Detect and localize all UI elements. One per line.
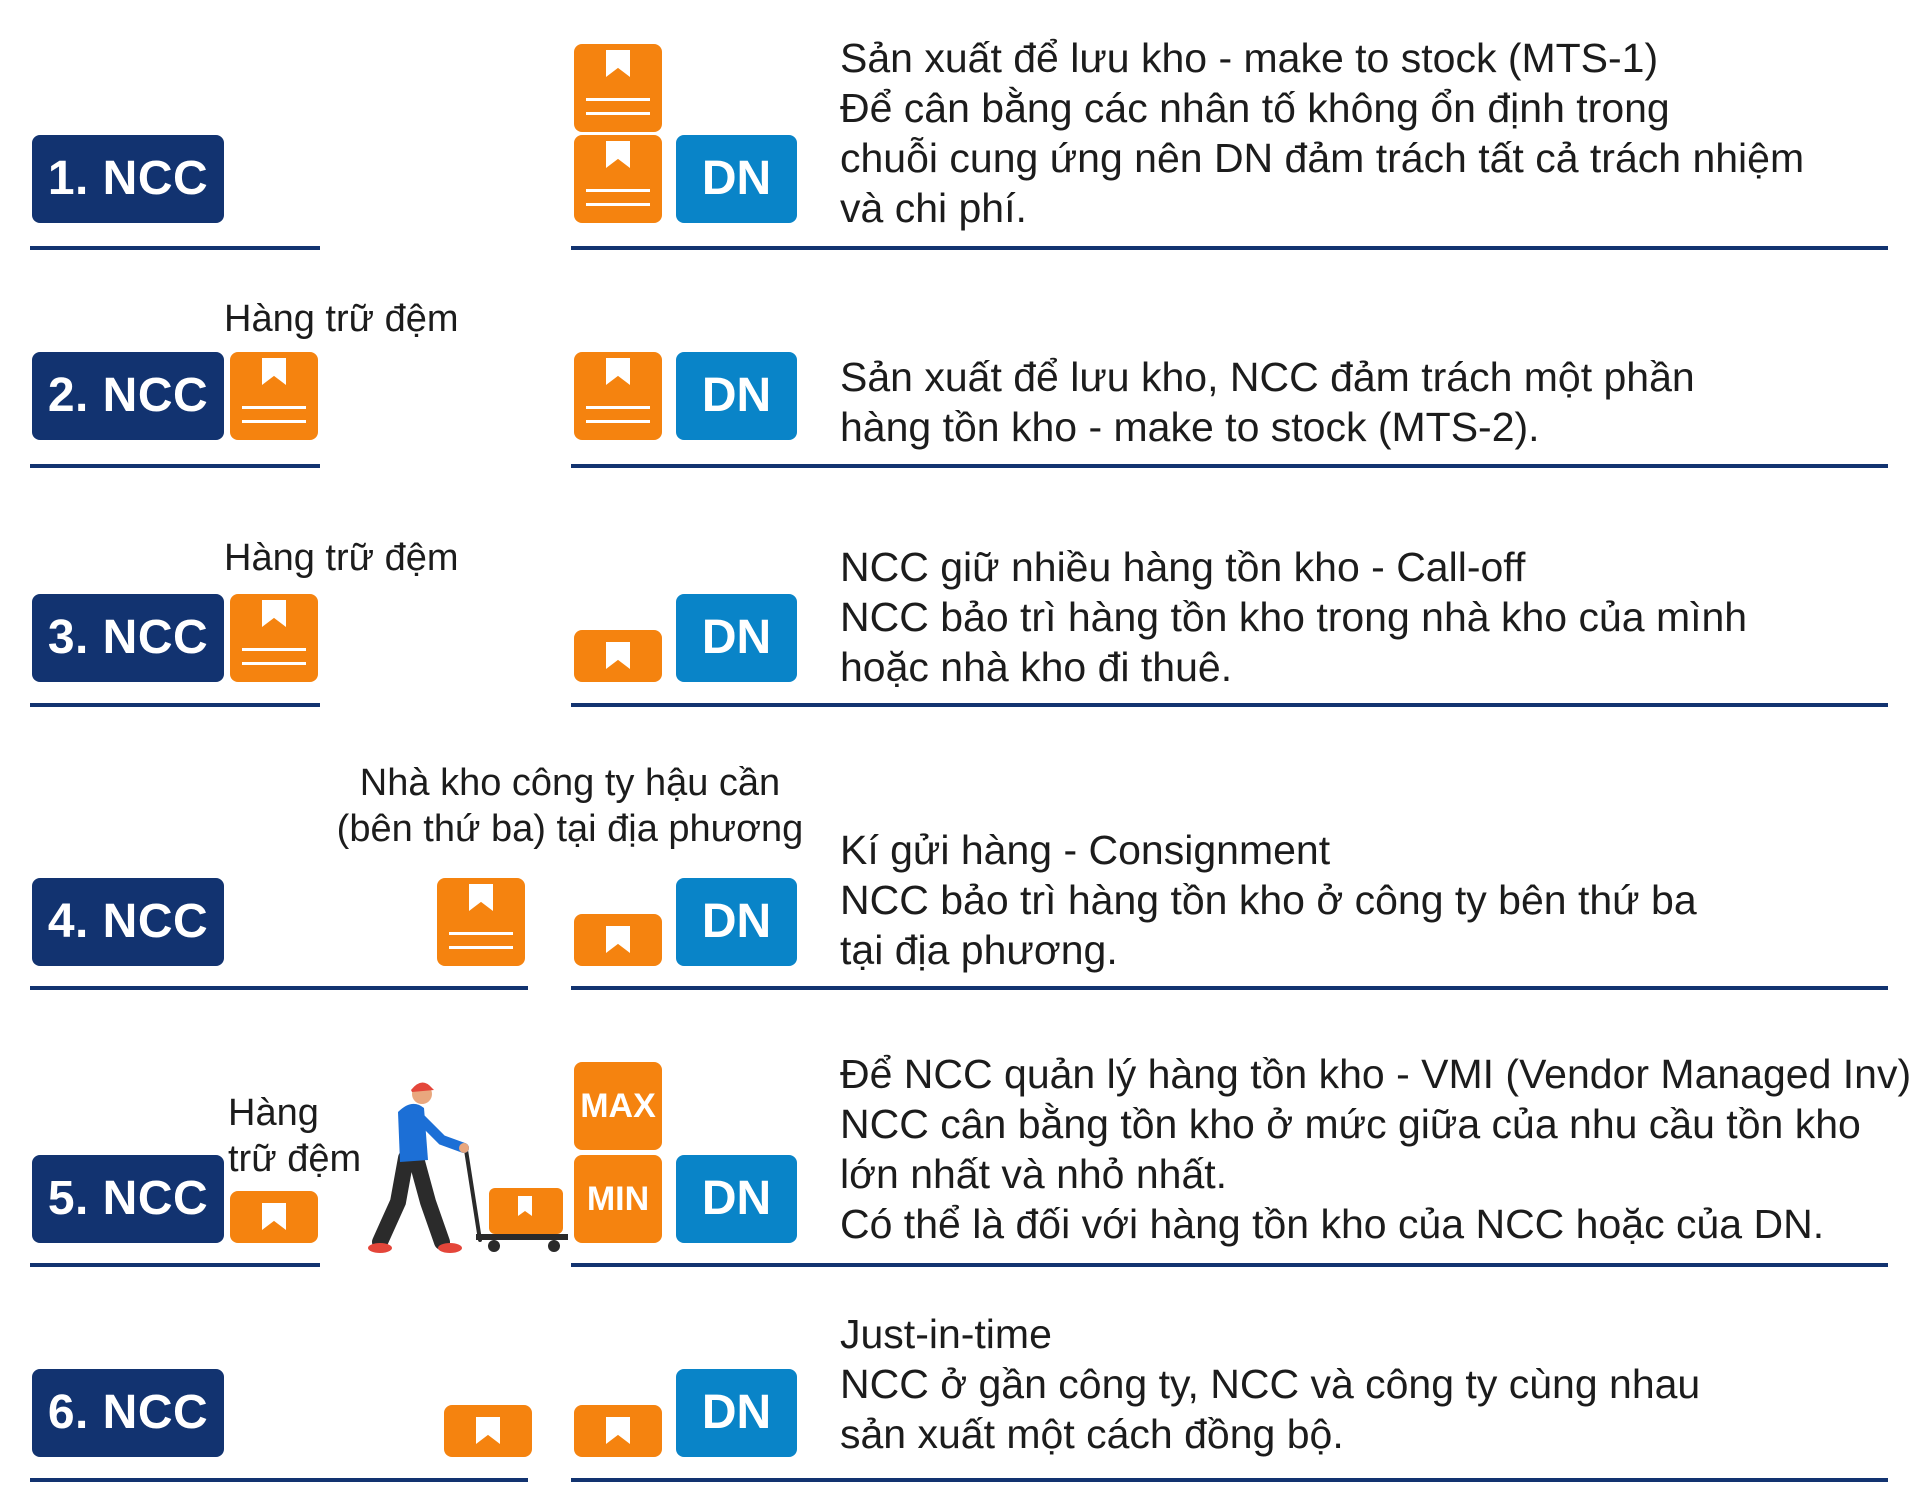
min-level-box [574, 1155, 662, 1243]
description-line: hoặc nhà kho đi thuê. [840, 644, 1233, 690]
description-line: NCC ở gần công ty, NCC và công ty cùng nhau [840, 1361, 1701, 1407]
stock-box-icon [574, 135, 662, 223]
buffer-label-line: Hàng [228, 1092, 319, 1134]
description-line: Để NCC quản lý hàng tồn kho - VMI (Vendor Managed Inv) [840, 1051, 1912, 1097]
warehouse-label [330, 760, 810, 852]
person-pushing-cart-icon [368, 1072, 570, 1258]
stock-box-small-icon [574, 914, 662, 966]
description-line: NCC bảo trì hàng tồn kho ở công ty bên thứ ba [840, 877, 1697, 923]
ncc-label-1: 1. NCC [32, 135, 224, 223]
description-line: NCC bảo trì hàng tồn kho trong nhà kho của mình [840, 594, 1748, 640]
description-line: Có thể là đối với hàng tồn kho của NCC hoặc của DN. [840, 1201, 1825, 1247]
description-line: NCC giữ nhiều hàng tồn kho - Call-off [840, 544, 1526, 590]
buffer-box-small-icon [230, 1191, 318, 1243]
stock-box-icon [574, 352, 662, 440]
dn-label-1: DN [676, 135, 797, 223]
dn-label-6: DN [676, 1369, 797, 1457]
rule-left-2 [30, 464, 320, 468]
ncc-label-3: 3. NCC [32, 594, 224, 682]
buffer-label-5 [228, 1090, 361, 1182]
warehouse-label-line: Nhà kho công ty hậu cần [359, 762, 781, 804]
description-line: Sản xuất để lưu kho - make to stock (MTS-1) [840, 35, 1659, 81]
description-4 [840, 825, 1697, 975]
description-6 [840, 1309, 1700, 1459]
dn-label-5: DN [676, 1155, 797, 1243]
dn-label-4: DN [676, 878, 797, 966]
stock-box-small-icon [574, 630, 662, 682]
buffer-box-icon [230, 594, 318, 682]
description-line: Sản xuất để lưu kho, NCC đảm trách một phần [840, 354, 1695, 400]
ncc-label-6: 6. NCC [32, 1369, 224, 1457]
rule-left-5 [30, 1263, 320, 1267]
description-line: Để cân bằng các nhân tố không ổn định trong [840, 85, 1670, 131]
ncc-label-4: 4. NCC [32, 878, 224, 966]
rule-left-4 [30, 986, 528, 990]
description-line: Kí gửi hàng - Consignment [840, 827, 1331, 873]
ncc-label-5: 5. NCC [32, 1155, 224, 1243]
buffer-label-2: Hàng trữ đệm [224, 298, 459, 340]
description-2 [840, 352, 1695, 452]
dn-label-3: DN [676, 594, 797, 682]
description-line: Just-in-time [840, 1311, 1052, 1357]
description-1 [840, 33, 1804, 233]
stock-box-small-icon [574, 1405, 662, 1457]
description-5 [840, 1049, 1911, 1249]
transit-box-small-icon [444, 1405, 532, 1457]
description-line: và chi phí. [840, 185, 1027, 231]
rule-right-5 [571, 1263, 1888, 1267]
rule-right-2 [571, 464, 1888, 468]
rule-right-3 [571, 703, 1888, 707]
description-line: lớn nhất và nhỏ nhất. [840, 1151, 1228, 1197]
rule-left-6 [30, 1478, 528, 1482]
description-3 [840, 542, 1747, 692]
description-line: tại địa phương. [840, 927, 1118, 973]
buffer-label-3: Hàng trữ đệm [224, 537, 459, 579]
description-line: chuỗi cung ứng nên DN đảm trách tất cả trách nhiệm [840, 135, 1805, 181]
stock-box-icon [574, 44, 662, 132]
buffer-box-icon [230, 352, 318, 440]
rule-right-6 [571, 1478, 1888, 1482]
description-line: sản xuất một cách đồng bộ. [840, 1411, 1344, 1457]
ncc-label-2: 2. NCC [32, 352, 224, 440]
max-label: MAX [580, 1087, 656, 1125]
warehouse-label-line: (bên thứ ba) tại địa phương [336, 808, 804, 850]
rule-left-3 [30, 703, 320, 707]
max-level-box [574, 1062, 662, 1150]
description-line: hàng tồn kho - make to stock (MTS-2). [840, 404, 1540, 450]
buffer-label-line: trữ đệm [228, 1138, 362, 1180]
rule-right-4 [571, 986, 1888, 990]
dn-label-2: DN [676, 352, 797, 440]
warehouse-box-icon [437, 878, 525, 966]
description-line: NCC cân bằng tồn kho ở mức giữa của nhu cầu tồn kho [840, 1101, 1861, 1147]
min-label: MIN [586, 1180, 650, 1218]
rule-right-1 [571, 246, 1888, 250]
rule-left-1 [30, 246, 320, 250]
